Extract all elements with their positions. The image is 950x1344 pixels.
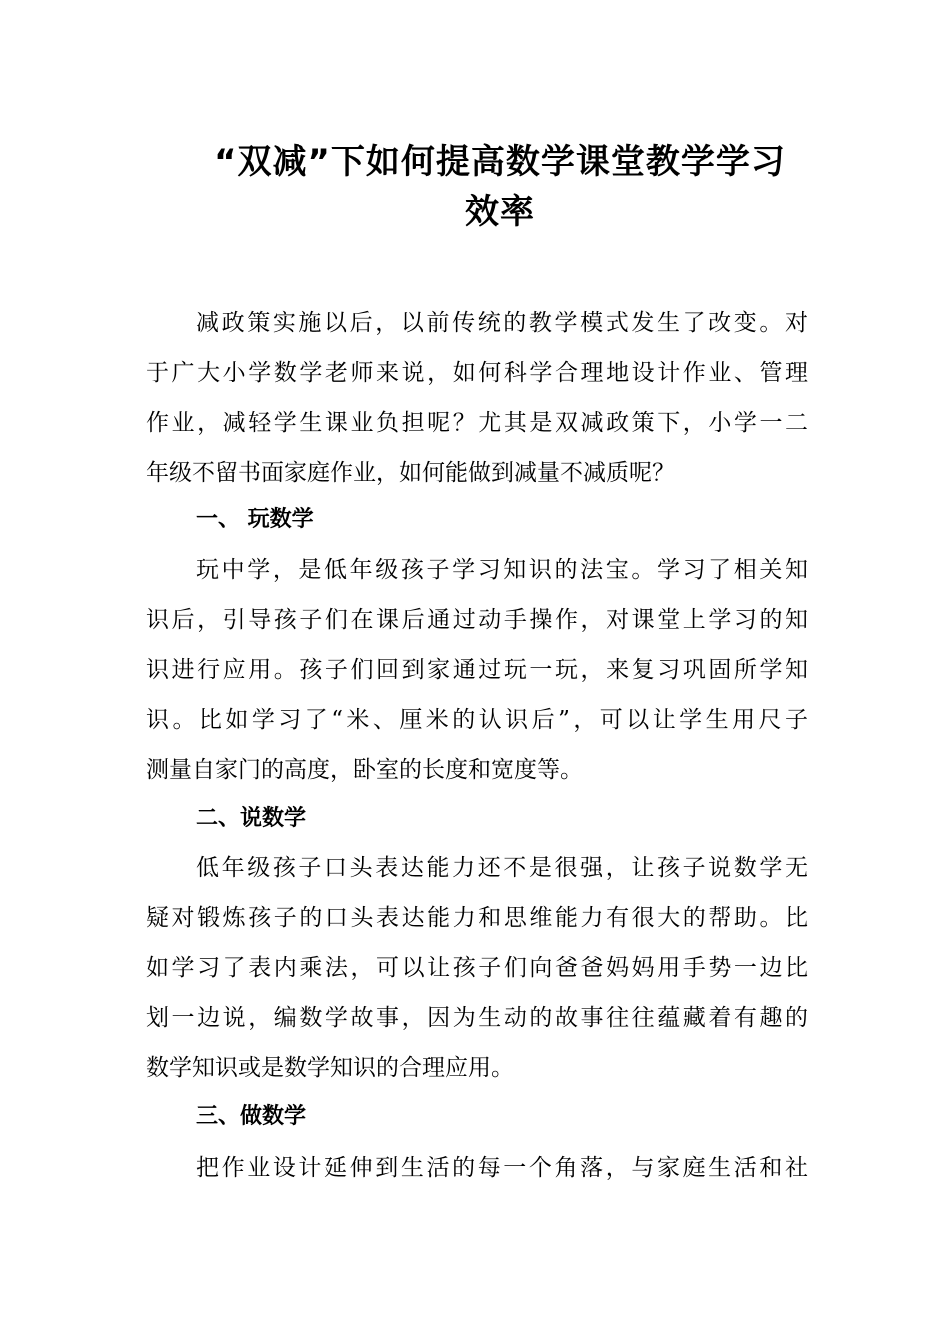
section-heading-play-math: 一、 玩数学 <box>196 507 314 532</box>
section-heading-talk-math: 二、说数学 <box>196 806 307 831</box>
paragraph-line: 如学习了表内乘法，可以让孩子们向爸爸妈妈用手势一边比 <box>146 955 808 981</box>
section3-paragraph <box>146 1143 808 1193</box>
paragraph-line: 作业，减轻学生课业负担呢？尤其是双减政策下，小学一二 <box>146 410 808 436</box>
paragraph-line: 于广大小学数学老师来说，如何科学合理地设计作业、管理 <box>146 360 808 386</box>
paragraph-line: 识后，引导孩子们在课后通过动手操作，对课堂上学习的知 <box>146 607 808 633</box>
document-title-line-2: 效率 <box>465 192 535 232</box>
section-heading-do-math: 三、做数学 <box>196 1104 307 1129</box>
paragraph-line: 减政策实施以后，以前传统的教学模式发生了改变。对 <box>196 310 808 336</box>
section1-paragraph <box>146 545 808 795</box>
paragraph-line: 划一边说，编数学故事，因为生动的故事往往蕴藏着有趣的 <box>146 1005 808 1031</box>
paragraph-line: 数学知识或是数学知识的合理应用。 <box>146 1055 514 1081</box>
paragraph-line: 低年级孩子口头表达能力还不是很强，让孩子说数学无 <box>196 855 808 881</box>
paragraph-line: 识进行应用。孩子们回到家通过玩一玩，来复习巩固所学知 <box>146 657 808 683</box>
intro-paragraph <box>146 298 808 498</box>
paragraph-line: 年级不留书面家庭作业，如何能做到减量不减质呢？ <box>146 460 675 486</box>
paragraph-line: 疑对锻炼孩子的口头表达能力和思维能力有很大的帮助。比 <box>146 905 808 931</box>
paragraph-line: 测量自家门的高度，卧室的长度和宽度等。 <box>146 757 583 783</box>
paragraph-line: 玩中学，是低年级孩子学习知识的法宝。学习了相关知 <box>196 557 808 583</box>
paragraph-line: 把作业设计延伸到生活的每一个角落，与家庭生活和社 <box>196 1155 808 1181</box>
paragraph-line: 识。比如学习了“米、厘米的认识后”，可以让学生用尺子 <box>146 707 808 733</box>
section2-paragraph <box>146 843 808 1093</box>
document-title-line-1: “双减”下如何提高数学课堂教学学习 <box>214 142 786 182</box>
